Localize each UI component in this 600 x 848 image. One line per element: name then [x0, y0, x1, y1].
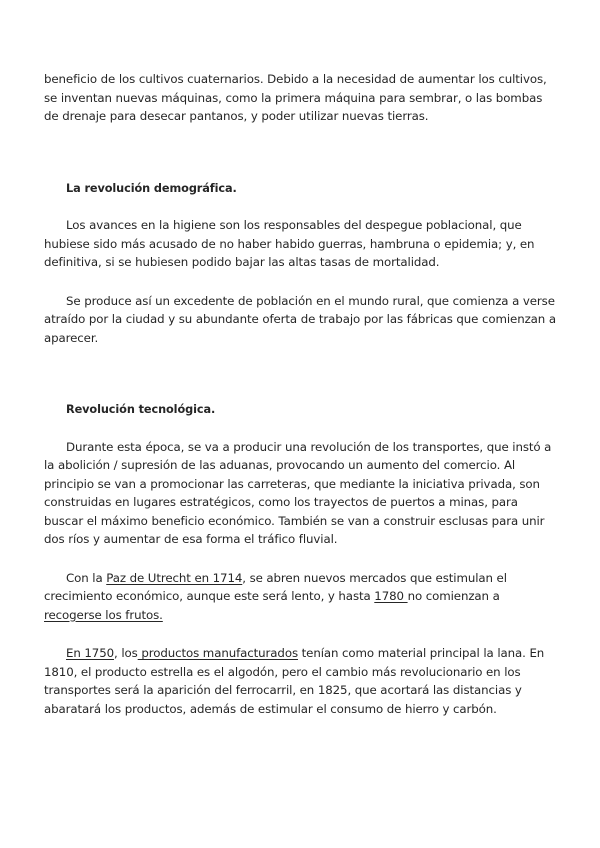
text-span: , los [114, 646, 138, 660]
paragraph-manufacturas [44, 644, 560, 718]
text-span: , se abren nuevos mercados que estimulan el crecimiento económico, aunque este será lento, y hasta [44, 570, 507, 603]
paragraph-higiene: Los avances en la higiene son los responsables del despegue poblacional, que hubiese sido más acusado de no haber habido guerras, hambruna o epidemia; y, en definitiva, si se hubiesen podido bajar las altas tasas de mortalidad. [44, 218, 535, 269]
paragraph-cultivos: beneficio de los cultivos cuaternarios. Debido a la necesidad de aumentar los cultivos, se inventan nuevas máquinas, como la primera máquina para sembrar, o las bombas de drenaje para desecar pantanos, y poder utilizar nuevas tierras. [44, 72, 547, 123]
text-span: Con la [66, 570, 107, 585]
paragraph-excedente-poblacion: Se produce así un excedente de población en el mundo rural, que comienza a verse atraído por la ciudad y su abundante oferta de trabajo por las fábricas que comienzan a aparecer. [44, 293, 556, 345]
underlined-recogerse-frutos: recogerse los frutos. [44, 607, 163, 622]
text-span: no comienzan a [407, 589, 500, 603]
document-page [44, 70, 560, 718]
underlined-paz-de-utrecht: Paz de Utrecht en 1714 [106, 570, 243, 585]
underlined-productos-manufacturados: productos manufacturados [137, 646, 298, 660]
underlined-1750: En 1750 [66, 646, 115, 660]
paragraph-utrecht [44, 569, 560, 625]
heading-revolucion-demografica: La revolución demográfica. [66, 181, 237, 195]
paragraph-transportes: Durante esta época, se va a producir una revolución de los transportes, que instó a la abolición / supresión de las aduanas, provocando un aumento del comercio. Al principio se van a promocionar las carreteras, que mediante la iniciativa privada, son construidas en lugares estratégicos, como los trayectos de puertos a minas, para buscar el máximo beneficio económico. También se van a construir esclusas para unir dos ríos y aumentar de esa forma el tráfico fluvial. [44, 439, 552, 546]
underlined-1780: 1780 [374, 589, 408, 603]
text-span: tenían como material principal la lana. En 1810, el producto estrella es el algodón, pero el cambio más revolucionario en los transportes será la aparición del ferrocarril, en 1825, que acortará las distancias y abaratará los productos, además de estimular el consumo de hierro y carbón. [44, 646, 545, 716]
heading-revolucion-tecnologica: Revolución tecnológica. [66, 403, 216, 416]
